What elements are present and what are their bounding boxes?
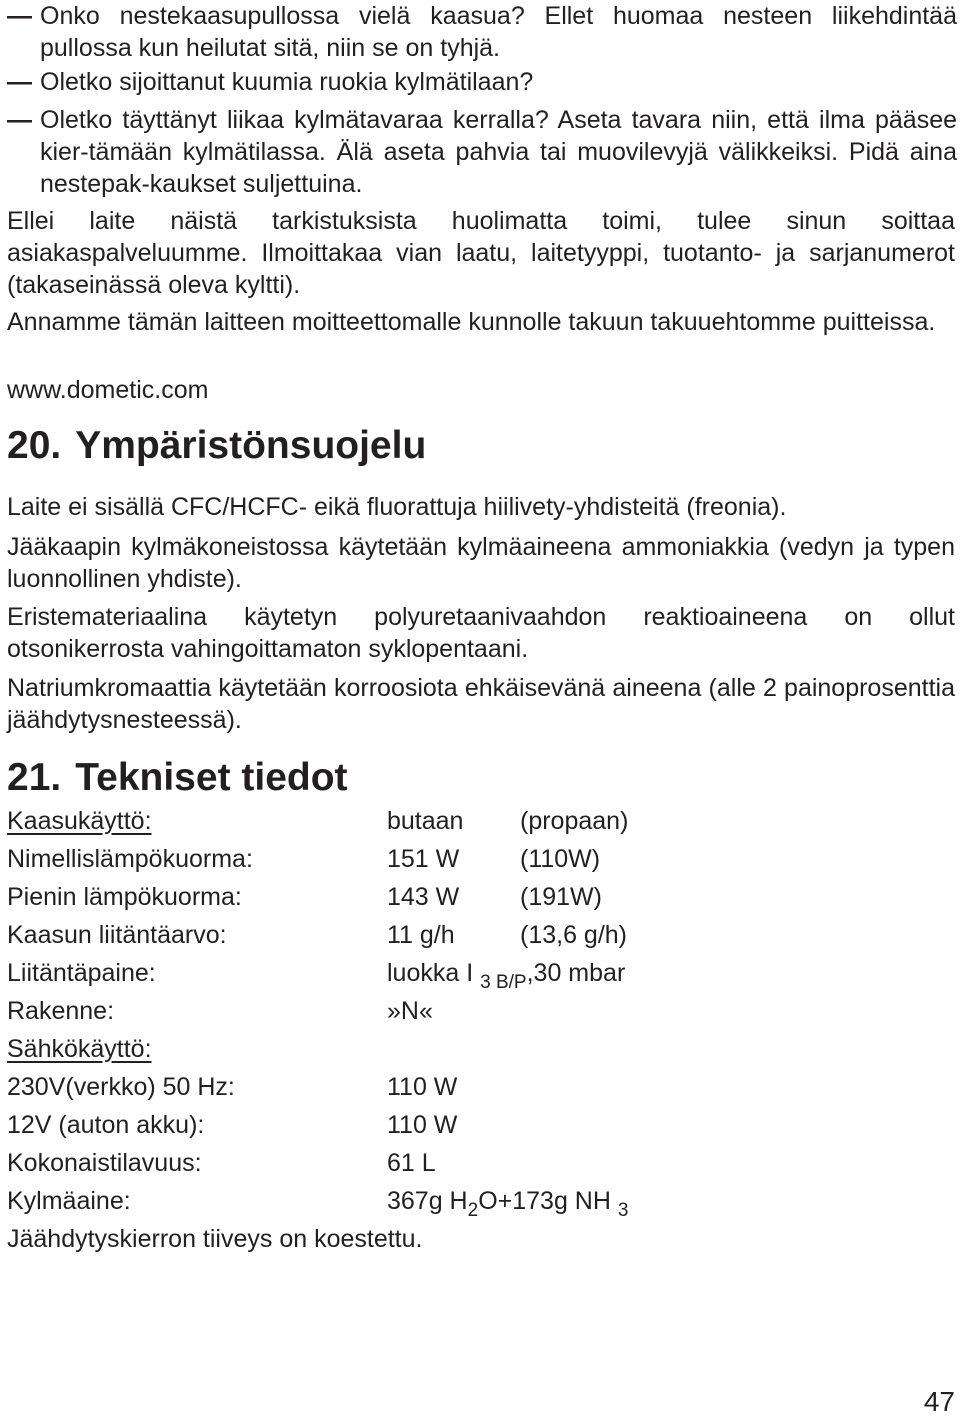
env-paragraph: Natriumkromaattia käytetään korroosiota ehkäisevänä aineena (alle 2 painoprosenttia jäähdytysnesteessä). xyxy=(7,674,955,734)
dash-bullet: — xyxy=(7,68,32,96)
spec-value: 151 W xyxy=(387,845,460,873)
refrigerant-text: O+173g NH xyxy=(478,1187,611,1215)
spec-label: Kylmäaine: xyxy=(7,1187,131,1215)
spec-label: Rakenne: xyxy=(7,997,115,1025)
section-title: Tekniset tiedot xyxy=(75,756,348,799)
spec-alt-value: (110W) xyxy=(520,845,601,873)
spec-row-rated-heat xyxy=(7,842,947,876)
section-number: 20. xyxy=(7,424,62,467)
section-title: Ympäristönsuojelu xyxy=(75,424,427,467)
spec-label: Pienin lämpökuorma: xyxy=(7,883,242,911)
checklist-item xyxy=(7,66,957,98)
spec-value: »N« xyxy=(387,997,433,1025)
spec-value xyxy=(387,1184,629,1221)
spec-alt-value: (propaan) xyxy=(520,807,629,835)
env-paragraph: Laite ei sisällä CFC/HCFC- eikä fluorattuja hiilivety-yhdisteitä (freonia). xyxy=(7,493,787,521)
checklist-item xyxy=(7,0,957,64)
spec-row-gas-header xyxy=(7,804,947,838)
spec-row-pressure xyxy=(7,956,947,993)
spec-label: 12V (auton akku): xyxy=(7,1111,205,1139)
pressure-prefix: luokka I xyxy=(387,959,474,987)
checklist-item-text: Oletko täyttänyt liikaa kylmätavaraa kerralla? Aseta tavara niin, että ilma pääsee kier-tämään kylmätilassa. Älä aseta pahvia tai muovilevyjä välikkeiksi. Pidä aina nestepak-kaukset suljettuina. xyxy=(40,106,957,198)
dash-bullet: — xyxy=(7,106,32,134)
checklist-item-text: Oletko sijoittanut kuumia ruokia kylmätilaan? xyxy=(40,68,534,96)
spec-row-car-battery xyxy=(7,1108,947,1142)
spec-label: Liitäntäpaine: xyxy=(7,959,156,987)
spec-row-refrigerant xyxy=(7,1184,947,1221)
warranty-paragraph: Annamme tämän laitteen moitteettomalle kunnolle takuun takuuehtomme puitteissa. xyxy=(7,308,936,336)
section-20-heading xyxy=(7,424,426,468)
dash-bullet: — xyxy=(7,2,32,30)
refrigerant-subscript: 3 xyxy=(617,1200,629,1221)
tightness-note xyxy=(7,1222,947,1256)
env-paragraph: Eristemateriaalina käytetyn polyuretaanivaahdon reaktioaineena on ollut otsonikerrosta vahingoittamaton syklopentaani. xyxy=(7,603,955,663)
spec-label: Nimellislämpökuorma: xyxy=(7,845,253,873)
pressure-suffix: ,30 mbar xyxy=(526,959,626,987)
spec-label: Sähkökäyttö: xyxy=(7,1035,152,1063)
website-link[interactable]: www.dometic.com xyxy=(7,376,209,404)
page-number: 47 xyxy=(923,1386,955,1417)
checklist-item xyxy=(7,104,957,200)
spec-value: 61 L xyxy=(387,1149,436,1177)
spec-row-mains xyxy=(7,1070,947,1104)
spec-alt-value: (13,6 g/h) xyxy=(520,921,628,949)
spec-alt-value: (191W) xyxy=(520,883,602,911)
spec-value: butaan xyxy=(387,807,464,835)
refrigerant-subscript: 2 xyxy=(467,1200,479,1221)
pressure-subscript: 3 B/P xyxy=(480,972,527,993)
spec-value: 110 W xyxy=(387,1111,458,1139)
spec-row-construction xyxy=(7,994,947,1028)
spec-label: Kaasun liitäntäarvo: xyxy=(7,921,227,949)
spec-row-gas-connection xyxy=(7,918,947,952)
spec-value: 11 g/h xyxy=(387,921,455,949)
checklist-item-text: Onko nestekaasupullossa vielä kaasua? Ellet huomaa nesteen liikehdintää pullossa kun heilutat sitä, niin se on tyhjä. xyxy=(40,2,957,62)
section-number: 21. xyxy=(7,756,62,799)
spec-label: Kokonaistilavuus: xyxy=(7,1149,202,1177)
spec-row-min-heat xyxy=(7,880,947,914)
service-paragraph: Ellei laite näistä tarkistuksista huolimatta toimi, tulee sinun soittaa asiakaspalveluumme. Ilmoittakaa vian laatu, laitetyyppi, tuotanto- ja sarjanumerot (takaseinässä oleva kyltti). xyxy=(7,207,955,299)
note-text: Jäähdytyskierron tiiveys on koestettu. xyxy=(7,1225,423,1253)
env-paragraph: Jääkaapin kylmäkoneistossa käytetään kylmäaineena ammoniakkia (vedyn ja typen luonnollinen yhdiste). xyxy=(7,533,955,593)
spec-value xyxy=(387,956,626,993)
refrigerant-text: 367g H xyxy=(387,1187,468,1215)
spec-row-volume xyxy=(7,1146,947,1180)
spec-value: 143 W xyxy=(387,883,460,911)
spec-label: 230V(verkko) 50 Hz: xyxy=(7,1073,235,1101)
spec-label: Kaasukäyttö: xyxy=(7,807,152,835)
section-21-heading xyxy=(7,756,348,800)
spec-row-electric-header xyxy=(7,1032,947,1066)
spec-value: 110 W xyxy=(387,1073,458,1101)
